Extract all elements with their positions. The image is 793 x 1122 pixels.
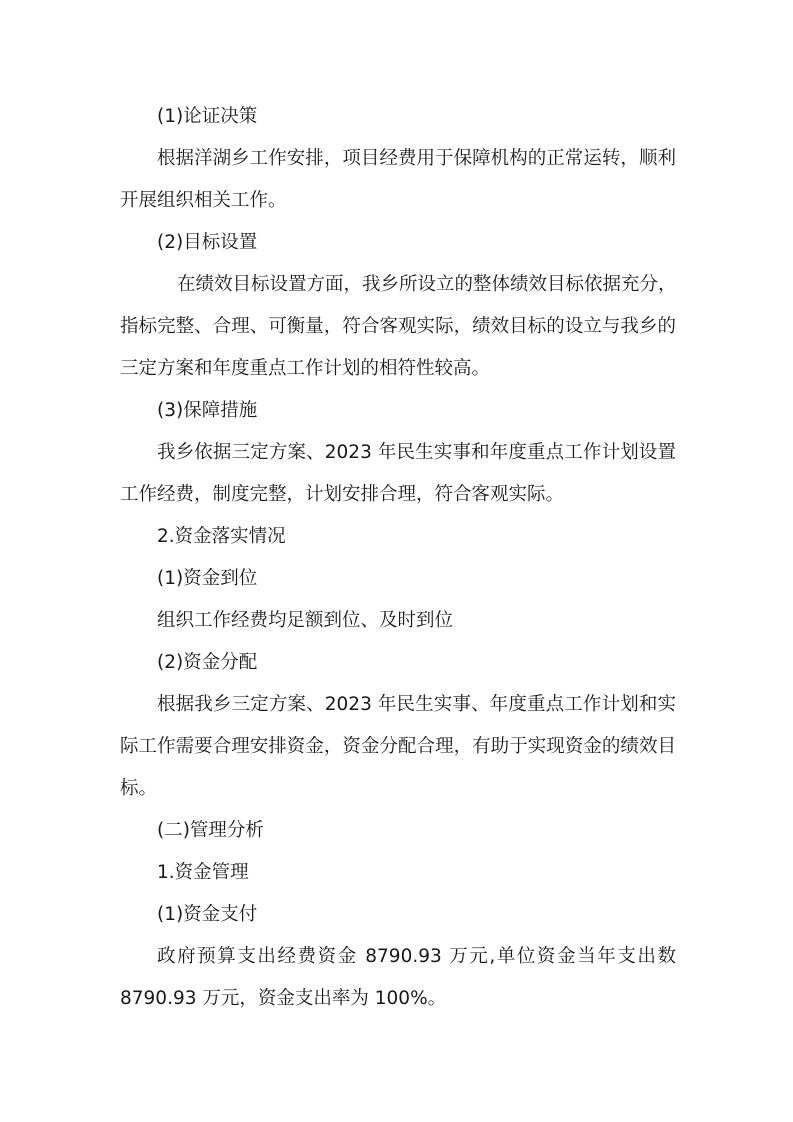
paragraph-line: 我乡依据三定方案、2023 年民生实事和年度重点工作计划设置	[157, 442, 676, 463]
paragraph-line: 三定方案和年度重点工作计划的相符性较高。	[120, 358, 491, 379]
heading-fund-implementation: 2.资金落实情况	[157, 526, 286, 547]
heading-safeguard-measures: (3)保障措施	[157, 400, 258, 421]
paragraph-line: 标。	[120, 778, 158, 799]
paragraph-line: 根据我乡三定方案、2023 年民生实事、年度重点工作计划和实	[157, 694, 676, 715]
heading-fund-payment: (1)资金支付	[157, 904, 258, 925]
heading-argument-decision: (1)论证决策	[157, 106, 258, 127]
heading-fund-arrival: (1)资金到位	[157, 568, 258, 589]
paragraph-line: 在绩效目标设置方面，我乡所设立的整体绩效目标依据充分，	[177, 274, 677, 295]
heading-fund-allocation: (2)资金分配	[157, 652, 258, 673]
paragraph-line: 组织工作经费均足额到位、及时到位	[157, 610, 454, 631]
heading-goal-setting: (2)目标设置	[157, 232, 258, 253]
heading-fund-management: 1.资金管理	[157, 862, 249, 883]
paragraph-line: 际工作需要合理安排资金，资金分配合理，有助于实现资金的绩效目	[120, 736, 676, 757]
paragraph-line: 政府预算支出经费资金 8790.93 万元,单位资金当年支出数	[157, 946, 676, 967]
heading-management-analysis: (二)管理分析	[157, 820, 264, 841]
paragraph-line: 指标完整、合理、可衡量，符合客观实际，绩效目标的设立与我乡的	[120, 316, 676, 337]
paragraph-line: 工作经费，制度完整，计划安排合理，符合客观实际。	[120, 484, 565, 505]
paragraph-line: 根据洋湖乡工作安排，项目经费用于保障机构的正常运转，顺利	[157, 148, 676, 169]
paragraph-line: 8790.93 万元，资金支出率为 100%。	[120, 988, 447, 1009]
paragraph-line: 开展组织相关工作。	[120, 190, 287, 211]
